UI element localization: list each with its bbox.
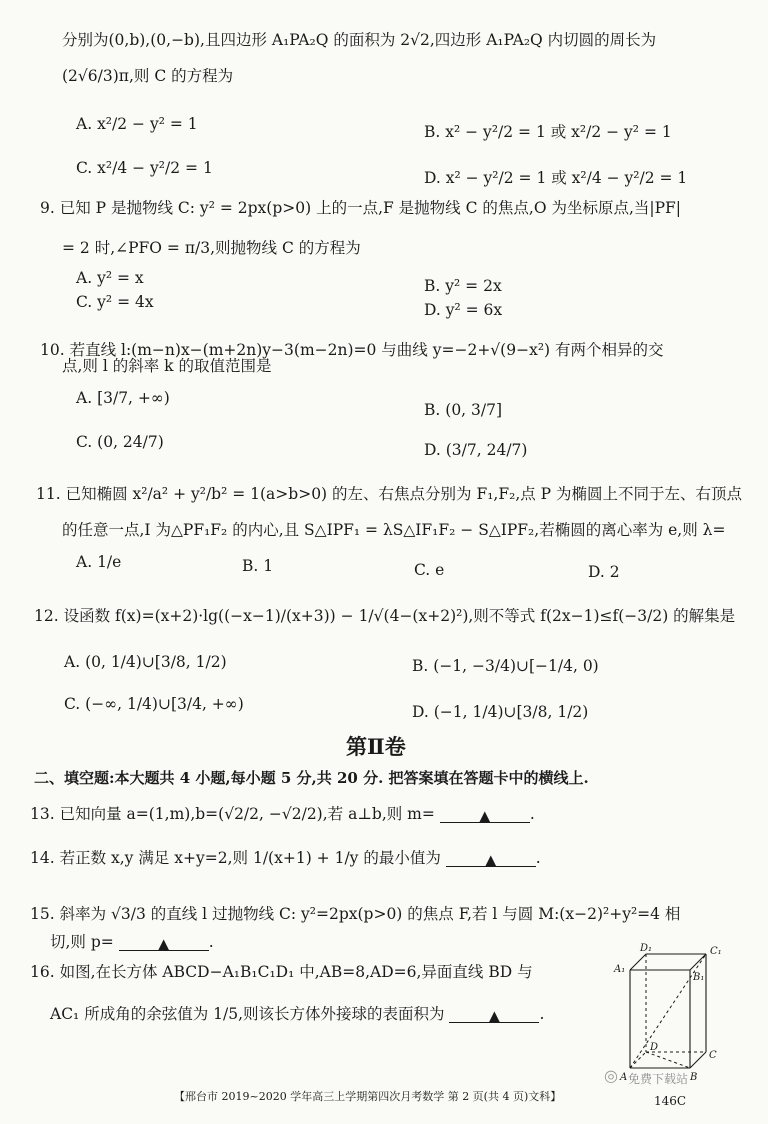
label-b1: B₁ [693,972,705,983]
q15-line2: 切,则 p= ▲ . [50,933,214,953]
q13-line: 13. 已知向量 a=(1,m),b=(√2/2, −√2/2),若 a⊥b,则 m= ▲ . [30,805,535,825]
q15-stem-line2: 切,则 p= [50,933,114,951]
answer-marker-icon: ▲ [157,935,170,953]
q13-answer-blank [440,806,530,823]
q10-stem-line2: 点,则 l 的斜率 k 的取值范围是 [62,357,272,375]
q11-stem-line2: 的任意一点,I 为△PF₁F₂ 的内心,且 S△IPF₁ = λS△IF₁F₂ − S△IPF₂,若椭圆的离心率为 e,则 λ= [62,521,726,539]
q11-stem-line1: 11. 已知椭圆 x²/a² + y²/b² = 1(a>b>0) 的左、右焦点分别为 F₁,F₂,点 P 为椭圆上不同于左、右顶点 [36,485,743,503]
q14-line: 14. 若正数 x,y 满足 x+y=2,则 1/(x+1) + 1/y 的最小值为 ▲ . [30,849,541,869]
edge-ad-hidden [630,1052,646,1068]
q14-stem: 14. 若正数 x,y 满足 x+y=2,则 1/(x+1) + 1/y 的最小值为 [30,849,441,867]
q10-option-d: D. (3/7, 24/7) [424,441,528,459]
q13-stem: 13. 已知向量 a=(1,m),b=(√2/2, −√2/2),若 a⊥b,则 m= [30,805,435,823]
q9-option-d: D. y² = 6x [424,301,503,319]
q12-option-d: D. (−1, 1/4)∪[3/8, 1/2) [412,703,589,721]
diagonal-bd [646,1052,690,1068]
label-a1: A₁ [614,964,626,975]
q14-answer-blank [446,850,536,867]
edge-a1d1 [630,954,646,970]
q12-option-a: A. (0, 1/4)∪[3/8, 1/2) [64,653,227,671]
q12-option-c: C. (−∞, 1/4)∪[3/4, +∞) [64,695,244,713]
q9-stem-line1: 9. 已知 P 是抛物线 C: y² = 2px(p>0) 上的一点,F 是抛物线 C 的焦点,O 为坐标原点,当|PF| [40,199,682,217]
edge-b1c1 [690,954,706,970]
q15-answer-blank [119,934,209,951]
q11-option-b: B. 1 [242,557,274,575]
answer-marker-icon: ▲ [479,807,491,825]
q8-option-d: D. x² − y²/2 = 1 或 x²/4 − y²/2 = 1 [424,169,688,187]
edge-bc [690,1052,706,1068]
q10-option-a: A. [3/7, +∞) [76,389,170,407]
q8-option-c: C. x²/4 − y²/2 = 1 [76,159,213,177]
q12-option-b: B. (−1, −3/4)∪[−1/4, 0) [412,657,599,675]
q16-answer-blank [449,1006,539,1023]
q10-option-c: C. (0, 24/7) [76,433,164,451]
q9-stem-line2: = 2 时,∠PFO = π/3,则抛物线 C 的方程为 [62,239,361,257]
q9-option-c: C. y² = 4x [76,293,154,311]
label-a: A [620,1072,628,1083]
q16-stem-line2: AC₁ 所成角的余弦值为 1/5,则该长方体外接球的表面积为 [50,1005,445,1023]
label-c1: C₁ [710,946,722,957]
q15-stem-line1: 15. 斜率为 √3/3 的直线 l 过抛物线 C: y²=2px(p>0) 的焦点 F,若 l 与圆 M:(x−2)²+y²=4 相 [30,905,681,923]
page-footer: 【邢台市 2019~2020 学年高三上学期第四次月考数学 第 2 页(共 4 页)文科】 [174,1090,562,1103]
q9-option-a: A. y² = x [76,269,144,287]
q16-stem-line1: 16. 如图,在长方体 ABCD−A₁B₁C₁D₁ 中,AB=8,AD=6,异面直线 BD 与 [30,963,533,981]
q8-stem-line2: (2√6/3)π,则 C 的方程为 [62,67,234,85]
watermark-text: 免费下载站 [628,1072,689,1086]
wechat-icon: ◎ [604,1066,618,1085]
label-d: D [650,1042,659,1053]
answer-marker-icon: ▲ [485,851,497,869]
section-title: 第Ⅱ卷 [346,734,406,759]
q8-option-b: B. x² − y²/2 = 1 或 x²/2 − y² = 1 [424,123,672,141]
q11-option-a: A. 1/e [76,553,122,571]
q9-option-b: B. y² = 2x [424,277,502,295]
label-c: C [709,1050,717,1061]
q8-stem-line1: 分别为(0,b),(0,−b),且四边形 A₁PA₂Q 的面积为 2√2,四边形 A₁PA₂Q 内切圆的周长为 [62,31,657,49]
q16-line2: AC₁ 所成角的余弦值为 1/5,则该长方体外接球的表面积为 ▲ . [50,1005,545,1025]
q12-stem-line1: 12. 设函数 f(x)=(x+2)·lg((−x−1)/(x+3)) − 1/√(4−(x+2)²),则不等式 f(2x−1)≤f(−3/2) 的解集是 [34,607,736,625]
label-d1: D₁ [640,943,653,954]
answer-marker-icon: ▲ [488,1007,501,1025]
q10-option-b: B. (0, 3/7] [424,401,503,419]
q8-option-a: A. x²/2 − y² = 1 [76,115,198,133]
q10-stem-line1: 10. 若直线 l:(m−n)x−(m+2n)y−3(m−2n)=0 与曲线 y=−2+√(9−x²) 有两个相异的交 [40,341,664,359]
fill-in-heading: 二、填空题:本大题共 4 小题,每小题 5 分,共 20 分. 把答案填在答题卡中的横线上. [34,769,589,787]
footer-code: 146C [654,1094,687,1108]
q11-option-c: C. e [414,561,445,579]
cuboid-figure [610,940,730,1090]
label-b: B [690,1072,698,1083]
q11-option-d: D. 2 [588,563,620,581]
